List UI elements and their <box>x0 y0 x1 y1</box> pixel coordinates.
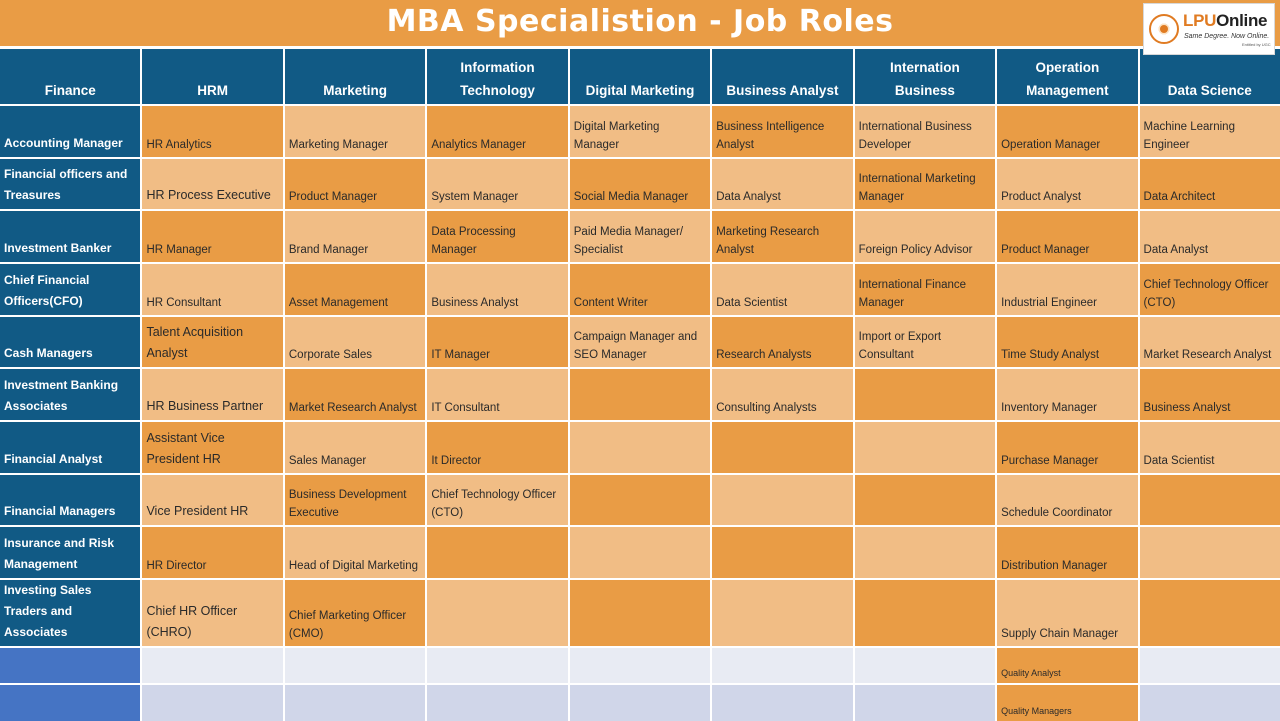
job-role-cell <box>142 648 282 683</box>
job-role-cell: Time Study Analyst <box>997 317 1137 368</box>
column-header-finance: Finance <box>0 49 140 104</box>
job-role-cell: Chief Marketing Officer (CMO) <box>285 580 425 646</box>
job-role-cell: Consulting Analysts <box>712 369 852 420</box>
job-role-cell: Data Scientist <box>712 264 852 315</box>
job-role-cell: Quality Managers <box>997 685 1137 721</box>
logo-wordmark: LPUOnline <box>1183 11 1268 30</box>
job-role-cell <box>570 685 710 721</box>
job-role-cell: Head of Digital Marketing <box>285 527 425 578</box>
job-role-cell: Schedule Coordinator <box>997 475 1137 526</box>
job-role-cell: Inventory Manager <box>997 369 1137 420</box>
job-role-cell: Product Manager <box>285 159 425 210</box>
row-label: Financial officers and Treasures <box>0 159 140 210</box>
job-role-cell: Product Analyst <box>997 159 1137 210</box>
page-title: MBA Specialistion - Job Roles <box>386 4 894 39</box>
job-role-cell: Data Processing Manager <box>427 211 567 262</box>
job-role-cell: Content Writer <box>570 264 710 315</box>
job-roles-table <box>0 49 1280 721</box>
job-role-cell: Paid Media Manager/ Specialist <box>570 211 710 262</box>
job-role-cell: Supply Chain Manager <box>997 580 1137 646</box>
column-header-information-technology: Information Technology <box>427 49 567 104</box>
logo-tagline: Same Degree. Now Online. <box>1184 33 1270 40</box>
job-role-cell: Quality Analyst <box>997 648 1137 683</box>
job-role-cell: Data Analyst <box>712 159 852 210</box>
job-role-cell: Distribution Manager <box>997 527 1137 578</box>
job-role-cell <box>712 475 852 526</box>
column-header-digital-marketing: Digital Marketing <box>570 49 710 104</box>
job-role-cell: HR Business Partner <box>142 369 282 420</box>
column-header-operation-management: Operation Management <box>997 49 1137 104</box>
job-role-cell <box>427 648 567 683</box>
job-role-cell: Marketing Manager <box>285 106 425 157</box>
logo-entitled: Entitled by UGC <box>1242 42 1271 47</box>
job-role-cell: Import or Export Consultant <box>855 317 995 368</box>
job-role-cell: Chief HR Officer (CHRO) <box>142 580 282 646</box>
job-role-cell: Machine Learning Engineer <box>1140 106 1280 157</box>
job-role-cell: Business Analyst <box>427 264 567 315</box>
job-role-cell <box>570 580 710 646</box>
job-role-cell: HR Consultant <box>142 264 282 315</box>
job-role-cell <box>570 527 710 578</box>
column-header-data-science: Data Science <box>1140 49 1280 104</box>
job-role-cell: Vice President HR <box>142 475 282 526</box>
job-role-cell: Brand Manager <box>285 211 425 262</box>
job-role-cell <box>712 685 852 721</box>
column-header-business-analyst: Business Analyst <box>712 49 852 104</box>
job-role-cell: Business Development Executive <box>285 475 425 526</box>
job-role-cell: Business Analyst <box>1140 369 1280 420</box>
job-role-cell <box>855 580 995 646</box>
job-role-cell <box>712 527 852 578</box>
job-role-cell: International Finance Manager <box>855 264 995 315</box>
job-role-cell <box>427 527 567 578</box>
job-role-cell <box>285 685 425 721</box>
job-role-cell <box>570 475 710 526</box>
job-role-cell <box>427 580 567 646</box>
column-header-internation-business: Internation Business <box>855 49 995 104</box>
job-role-cell: Data Scientist <box>1140 422 1280 473</box>
job-role-cell: Product Manager <box>997 211 1137 262</box>
job-role-cell: Market Research Analyst <box>285 369 425 420</box>
job-role-cell: System Manager <box>427 159 567 210</box>
row-label: Chief Financial Officers(CFO) <box>0 264 140 315</box>
job-role-cell <box>1140 527 1280 578</box>
job-role-cell: IT Consultant <box>427 369 567 420</box>
job-role-cell <box>570 422 710 473</box>
job-role-cell: Industrial Engineer <box>997 264 1137 315</box>
job-role-cell <box>855 648 995 683</box>
job-role-cell <box>1140 685 1280 721</box>
job-role-cell: Social Media Manager <box>570 159 710 210</box>
row-label <box>0 685 140 721</box>
column-header-marketing: Marketing <box>285 49 425 104</box>
job-role-cell <box>712 580 852 646</box>
job-role-cell: Data Architect <box>1140 159 1280 210</box>
job-role-cell: Operation Manager <box>997 106 1137 157</box>
job-role-cell: International Marketing Manager <box>855 159 995 210</box>
job-role-cell: Chief Technology Officer (CTO) <box>427 475 567 526</box>
job-role-cell <box>712 648 852 683</box>
row-label: Financial Managers <box>0 475 140 526</box>
job-role-cell: It Director <box>427 422 567 473</box>
job-role-cell: Sales Manager <box>285 422 425 473</box>
job-role-cell: Business Intelligence Analyst <box>712 106 852 157</box>
job-role-cell: Talent Acquisition Analyst <box>142 317 282 368</box>
job-role-cell <box>855 422 995 473</box>
row-label: Insurance and Risk Management <box>0 527 140 578</box>
job-role-cell <box>1140 475 1280 526</box>
job-role-cell: Market Research Analyst <box>1140 317 1280 368</box>
job-role-cell: HR Analytics <box>142 106 282 157</box>
job-role-cell <box>142 685 282 721</box>
job-role-cell: Digital Marketing Manager <box>570 106 710 157</box>
job-role-cell <box>855 369 995 420</box>
job-role-cell: Analytics Manager <box>427 106 567 157</box>
job-role-cell <box>855 527 995 578</box>
lpu-online-logo <box>1143 3 1275 55</box>
row-label <box>0 648 140 683</box>
job-role-cell: HR Manager <box>142 211 282 262</box>
job-role-cell: Asset Management <box>285 264 425 315</box>
job-role-cell: HR Process Executive <box>142 159 282 210</box>
job-role-cell <box>712 422 852 473</box>
job-role-cell <box>1140 648 1280 683</box>
job-role-cell <box>855 475 995 526</box>
job-role-cell <box>1140 580 1280 646</box>
job-role-cell <box>570 369 710 420</box>
job-role-cell: IT Manager <box>427 317 567 368</box>
job-role-cell <box>855 685 995 721</box>
job-role-cell <box>570 648 710 683</box>
job-role-cell: Campaign Manager and SEO Manager <box>570 317 710 368</box>
job-role-cell: Corporate Sales <box>285 317 425 368</box>
row-label: Investment Banker <box>0 211 140 262</box>
job-role-cell <box>427 685 567 721</box>
job-role-cell: Marketing Research Analyst <box>712 211 852 262</box>
job-role-cell: Research Analysts <box>712 317 852 368</box>
row-label: Investment Banking Associates <box>0 369 140 420</box>
row-label: Financial Analyst <box>0 422 140 473</box>
row-label: Investing Sales Traders and Associates <box>0 580 140 646</box>
row-label: Accounting Manager <box>0 106 140 157</box>
job-role-cell: Data Analyst <box>1140 211 1280 262</box>
job-role-cell <box>285 648 425 683</box>
job-role-cell: International Business Developer <box>855 106 995 157</box>
job-role-cell: Purchase Manager <box>997 422 1137 473</box>
job-role-cell: HR Director <box>142 527 282 578</box>
university-emblem-icon <box>1149 14 1179 44</box>
column-header-hrm: HRM <box>142 49 282 104</box>
row-label: Cash Managers <box>0 317 140 368</box>
job-role-cell: Chief Technology Officer (CTO) <box>1140 264 1280 315</box>
job-role-cell: Foreign Policy Advisor <box>855 211 995 262</box>
job-role-cell: Assistant Vice President HR <box>142 422 282 473</box>
